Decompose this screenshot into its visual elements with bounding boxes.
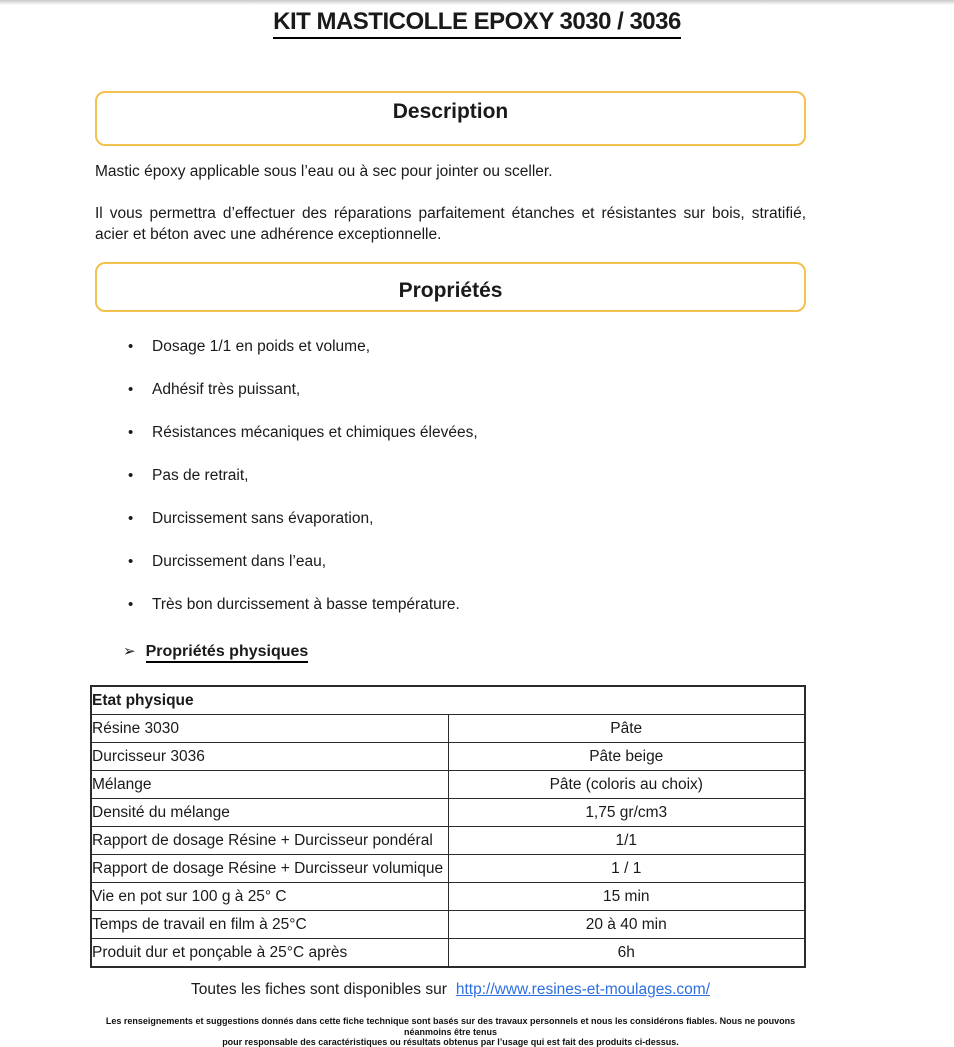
physical-properties-label: Propriétés physiques xyxy=(146,643,309,663)
disclaimer xyxy=(95,1016,806,1047)
row-value-cell: 20 à 40 min xyxy=(448,911,805,939)
bullet-text: Durcissement sans évaporation, xyxy=(152,510,374,527)
row-label-cell: Temps de travail en film à 25°C xyxy=(91,911,448,939)
list-item xyxy=(95,594,806,615)
bullet-text: Dosage 1/1 en poids et volume, xyxy=(152,338,370,355)
list-item xyxy=(95,465,806,486)
table-row xyxy=(91,743,805,771)
row-value-cell: Pâte (coloris au choix) xyxy=(448,771,805,799)
row-label-cell: Résine 3030 xyxy=(91,715,448,743)
page-title xyxy=(0,8,954,39)
bullet-icon: • xyxy=(128,381,134,398)
table-row xyxy=(91,771,805,799)
bullet-icon: • xyxy=(128,596,134,613)
table-row xyxy=(91,855,805,883)
table-row xyxy=(91,827,805,855)
bullet-text: Durcissement dans l’eau, xyxy=(152,553,327,570)
row-value-cell: 1 / 1 xyxy=(448,855,805,883)
list-item xyxy=(95,379,806,400)
list-item xyxy=(95,336,806,357)
bullet-text: Très bon durcissement à basse température. xyxy=(152,596,460,613)
table-row xyxy=(91,883,805,911)
proprietes-section-box xyxy=(95,262,806,312)
disclaimer-line-1: Les renseignements et suggestions donnés dans cette fiche technique sont basés sur des travaux personnels et nous les considérons fiables. Nous ne pouvons néanmoins être tenus xyxy=(105,1016,796,1037)
page-title-text: KIT MASTICOLLE EPOXY 3030 / 3036 xyxy=(273,8,681,39)
table-row xyxy=(91,715,805,743)
row-value-cell: 6h xyxy=(448,939,805,968)
physical-properties-table xyxy=(90,685,806,968)
row-label-cell: Densité du mélange xyxy=(91,799,448,827)
description-section-box xyxy=(95,91,806,146)
description-paragraph-1: Mastic époxy applicable sous l’eau ou à sec pour jointer ou sceller. xyxy=(95,163,553,180)
row-value-cell: Pâte xyxy=(448,715,805,743)
bullet-icon: • xyxy=(128,424,134,441)
bullet-icon: • xyxy=(128,467,134,484)
table-row xyxy=(91,939,805,968)
row-value-cell: 1,75 gr/cm3 xyxy=(448,799,805,827)
row-label-cell: Rapport de dosage Résine + Durcisseur pondéral xyxy=(91,827,448,855)
table-header-cell: Etat physique xyxy=(91,686,805,715)
row-value-cell: Pâte beige xyxy=(448,743,805,771)
properties-bullet-list xyxy=(95,336,806,615)
row-label-cell: Rapport de dosage Résine + Durcisseur volumique xyxy=(91,855,448,883)
table-header-row xyxy=(91,686,805,715)
bullet-text: Pas de retrait, xyxy=(152,467,249,484)
row-value-cell: 15 min xyxy=(448,883,805,911)
table-row xyxy=(91,799,805,827)
row-label-cell: Mélange xyxy=(91,771,448,799)
arrowhead-bullet-icon: ➢ xyxy=(123,643,136,660)
availability-note xyxy=(95,979,806,1000)
table-row xyxy=(91,911,805,939)
description-paragraph-2: Il vous permettra d’effectuer des réparations parfaitement étanches et résistantes sur bois, stratifié, acier et béton avec une adhérence exceptionnelle. xyxy=(95,205,806,243)
page-top-shadow xyxy=(0,0,954,5)
row-label-cell: Vie en pot sur 100 g à 25° C xyxy=(91,883,448,911)
description-heading: Description xyxy=(392,100,509,123)
disclaimer-line-2: pour responsable des caractéristiques ou résultats obtenus par l’usage qui est fait des produits ci-dessus. xyxy=(222,1037,679,1047)
resines-et-moulages-link[interactable]: http://www.resines-et-moulages.com/ xyxy=(455,981,710,998)
document-body xyxy=(92,91,806,1047)
list-item xyxy=(95,422,806,443)
bullet-icon: • xyxy=(128,338,134,355)
bullet-text: Résistances mécaniques et chimiques élevées, xyxy=(152,424,478,441)
bullet-text: Adhésif très puissant, xyxy=(152,381,301,398)
bullet-icon: • xyxy=(128,510,134,527)
list-item xyxy=(95,551,806,572)
row-value-cell: 1/1 xyxy=(448,827,805,855)
physical-properties-heading xyxy=(95,642,806,661)
list-item xyxy=(95,508,806,529)
availability-text: Toutes les fiches sont disponibles sur xyxy=(190,981,447,998)
row-label-cell: Produit dur et ponçable à 25°C après xyxy=(91,939,448,968)
row-label-cell: Durcisseur 3036 xyxy=(91,743,448,771)
bullet-icon: • xyxy=(128,553,134,570)
proprietes-heading: Propriétés xyxy=(398,279,503,302)
